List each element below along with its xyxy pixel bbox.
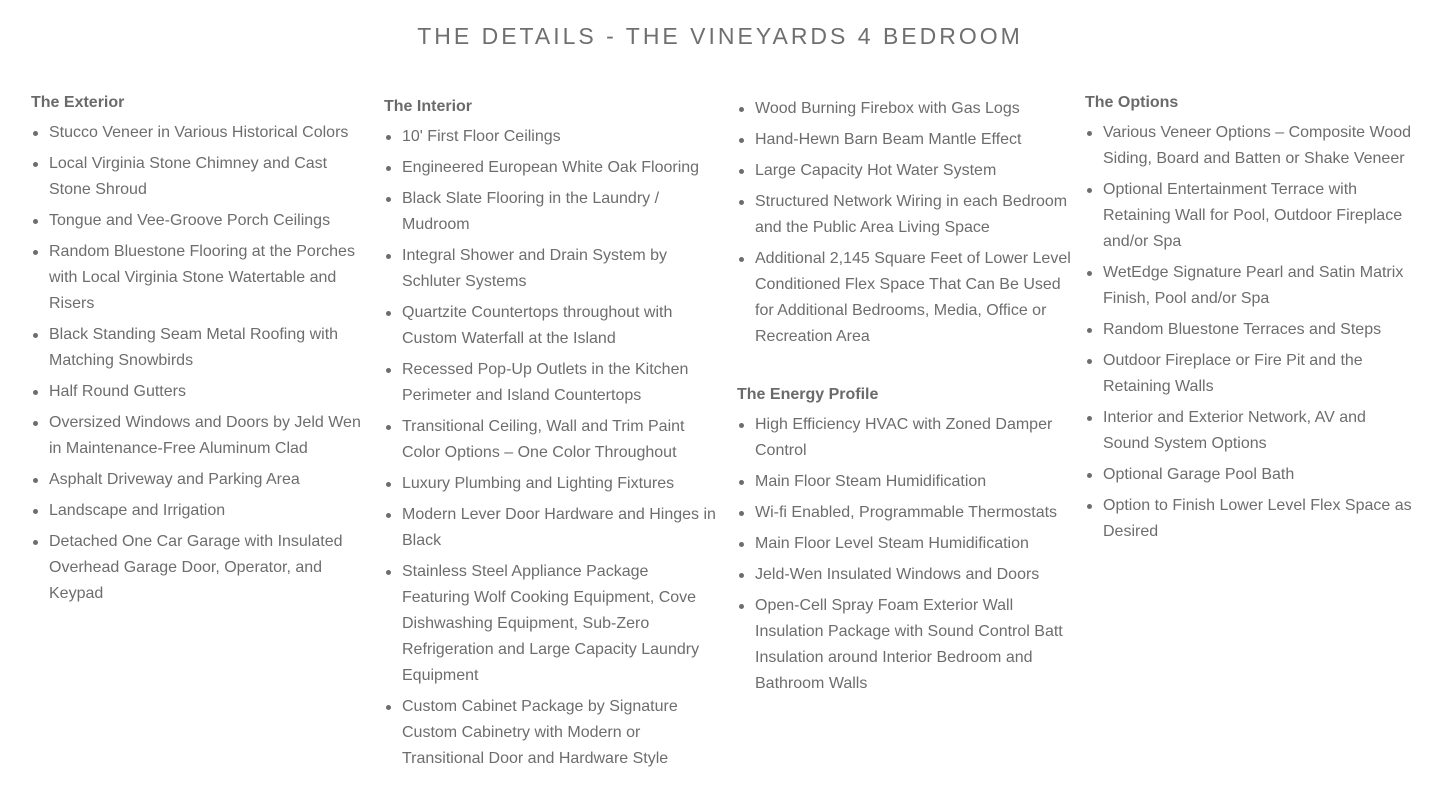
energy-list	[737, 412, 1072, 697]
list-item: 10' First Floor Ceilings	[384, 124, 719, 150]
interior-list	[384, 124, 719, 772]
list-item: Black Standing Seam Metal Roofing with Matching Snowbirds	[31, 322, 366, 374]
list-item: Stainless Steel Appliance Package Featuring Wolf Cooking Equipment, Cove Dishwashing Equipment, Sub-Zero Refrigeration and Large Capacity Laundry Equipment	[384, 559, 719, 689]
exterior-list	[31, 120, 366, 607]
list-item: Wi-fi Enabled, Programmable Thermostats	[737, 500, 1072, 526]
list-item: Recessed Pop-Up Outlets in the Kitchen Perimeter and Island Countertops	[384, 357, 719, 409]
list-item: Half Round Gutters	[31, 379, 366, 405]
list-item: Integral Shower and Drain System by Schluter Systems	[384, 243, 719, 295]
list-item: Tongue and Vee-Groove Porch Ceilings	[31, 208, 366, 234]
interior-continued-section	[737, 96, 1072, 702]
interior-continued-list	[737, 96, 1072, 350]
list-item: Engineered European White Oak Flooring	[384, 155, 719, 181]
list-item: Detached One Car Garage with Insulated Overhead Garage Door, Operator, and Keypad	[31, 529, 366, 607]
list-item: Luxury Plumbing and Lighting Fixtures	[384, 471, 719, 497]
list-item: Structured Network Wiring in each Bedroom and the Public Area Living Space	[737, 189, 1072, 241]
list-item: Main Floor Steam Humidification	[737, 469, 1072, 495]
list-item: WetEdge Signature Pearl and Satin Matrix Finish, Pool and/or Spa	[1085, 260, 1415, 312]
energy-heading: The Energy Profile	[737, 386, 879, 403]
list-item: Wood Burning Firebox with Gas Logs	[737, 96, 1072, 122]
list-item: High Efficiency HVAC with Zoned Damper Control	[737, 412, 1072, 464]
list-item: Hand-Hewn Barn Beam Mantle Effect	[737, 127, 1072, 153]
list-item: Option to Finish Lower Level Flex Space as Desired	[1085, 493, 1415, 545]
options-heading: The Options	[1085, 94, 1179, 111]
list-item: Random Bluestone Flooring at the Porches with Local Virginia Stone Watertable and Risers	[31, 239, 366, 317]
list-item: Stucco Veneer in Various Historical Colors	[31, 120, 366, 146]
list-item: Random Bluestone Terraces and Steps	[1085, 317, 1415, 343]
list-item: Oversized Windows and Doors by Jeld Wen in Maintenance-Free Aluminum Clad	[31, 410, 366, 462]
list-item: Outdoor Fireplace or Fire Pit and the Retaining Walls	[1085, 348, 1415, 400]
options-section	[1085, 92, 1415, 550]
page-title: THE DETAILS - THE VINEYARDS 4 BEDROOM	[417, 23, 1023, 49]
list-item: Quartzite Countertops throughout with Custom Waterfall at the Island	[384, 300, 719, 352]
list-item: Interior and Exterior Network, AV and Sound System Options	[1085, 405, 1415, 457]
energy-section	[737, 384, 1072, 697]
interior-section	[384, 96, 719, 777]
list-item: Transitional Ceiling, Wall and Trim Paint Color Options – One Color Throughout	[384, 414, 719, 466]
list-item: Various Veneer Options – Composite Wood Siding, Board and Batten or Shake Veneer	[1085, 120, 1415, 172]
list-item: Asphalt Driveway and Parking Area	[31, 467, 366, 493]
exterior-section	[31, 92, 366, 612]
list-item: Landscape and Irrigation	[31, 498, 366, 524]
list-item: Custom Cabinet Package by Signature Custom Cabinetry with Modern or Transitional Door and Hardware Style	[384, 694, 719, 772]
list-item: Large Capacity Hot Water System	[737, 158, 1072, 184]
list-item: Jeld-Wen Insulated Windows and Doors	[737, 562, 1072, 588]
list-item: Additional 2,145 Square Feet of Lower Level Conditioned Flex Space That Can Be Used for Additional Bedrooms, Media, Office or Recreation Area	[737, 246, 1072, 350]
list-item: Open-Cell Spray Foam Exterior Wall Insulation Package with Sound Control Batt Insulation around Interior Bedroom and Bathroom Walls	[737, 593, 1072, 697]
list-item: Local Virginia Stone Chimney and Cast Stone Shroud	[31, 151, 366, 203]
options-list	[1085, 120, 1415, 545]
list-item: Black Slate Flooring in the Laundry / Mudroom	[384, 186, 719, 238]
list-item: Modern Lever Door Hardware and Hinges in Black	[384, 502, 719, 554]
list-item: Optional Entertainment Terrace with Retaining Wall for Pool, Outdoor Fireplace and/or Spa	[1085, 177, 1415, 255]
list-item: Main Floor Level Steam Humidification	[737, 531, 1072, 557]
list-item: Optional Garage Pool Bath	[1085, 462, 1415, 488]
interior-heading: The Interior	[384, 98, 473, 115]
exterior-heading: The Exterior	[31, 94, 125, 111]
